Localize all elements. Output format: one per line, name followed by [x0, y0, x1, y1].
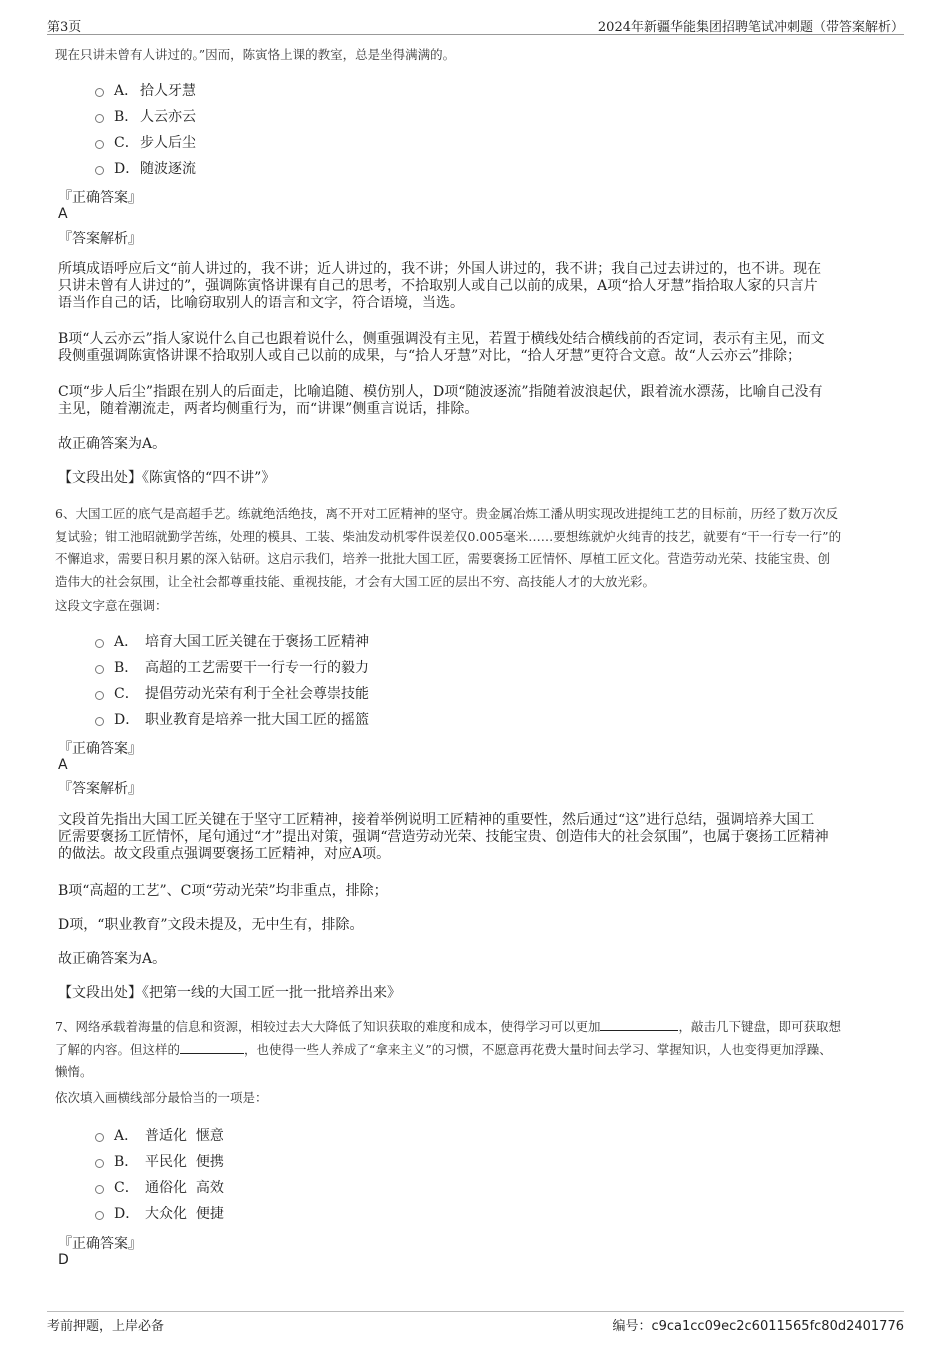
q7-answer: D	[58, 1252, 69, 1268]
q5-answer-label: 『正确答案』	[58, 190, 142, 206]
q6-answer: A	[58, 757, 68, 773]
q5-source: 【文段出处】《陈寅恪的“四不讲”》	[58, 470, 276, 486]
q6-analysis-p2: B项“高超的工艺”、C项“劳动光荣”均非重点，排除；	[58, 883, 388, 899]
q7-answer-label: 『正确答案』	[58, 1236, 142, 1252]
q6-analysis-p1: 文段首先指出大国工匠关键在于坚守工匠精神，接着举例说明工匠精神的重要性，然后通过“这”进行总结，强调培养大国工 匠需要褒扬工匠情怀，尾句通过“才”提出对策，强调“营造劳动光荣、技能宝贵、创造伟大的社会氛围”，也属于褒扬工匠精神 的做法。故文段重点强调要褒扬工匠精神，对应A项。	[58, 812, 829, 862]
q6-source: 【文段出处】《把第一线的大国工匠一批一批培养出来》	[58, 985, 401, 1001]
q6-answer-label: 『正确答案』	[58, 741, 142, 757]
q6-analysis-label: 『答案解析』	[58, 781, 142, 797]
q5-stem-tail: 现在只讲未曾有人讲过的。”因而，陈寅恪上课的教室，总是坐得满满的。	[55, 47, 456, 62]
page-number: 第3页	[47, 20, 82, 35]
radio-icon[interactable]	[95, 717, 104, 726]
radio-icon[interactable]	[95, 166, 104, 175]
q6-analysis-p3: D项，“职业教育”文段未提及，无中生有，排除。	[58, 917, 364, 933]
radio-icon[interactable]	[95, 691, 104, 700]
document-title: 2024年新疆华能集团招聘笔试冲刺题（带答案解析）	[597, 20, 904, 35]
radio-icon[interactable]	[95, 140, 104, 149]
q7-prompt: 依次填入画横线部分最恰当的一项是：	[55, 1090, 268, 1105]
q7-blank-1	[600, 1018, 678, 1031]
q6-analysis-conclusion: 故正确答案为A。	[58, 951, 167, 967]
radio-icon[interactable]	[95, 1159, 104, 1168]
q5-analysis-p1: 所填成语呼应后文“前人讲过的，我不讲；近人讲过的，我不讲；外国人讲过的，我不讲；我自己过去讲过的，也不讲。现在 只讲未曾有人讲过的”，强调陈寅恪讲课有自己的思考，不拾取别人或自己以前的成果，A项“拾人牙慧”指拾取人家的只言片 语当作自己的话，比喻窃取别人的语言和文字，符合语境，当选。	[58, 261, 822, 311]
radio-icon[interactable]	[95, 639, 104, 648]
q5-analysis-label: 『答案解析』	[58, 231, 142, 247]
document-code: 编号：c9ca1cc09ec2c6011565fc80d2401776	[612, 1319, 904, 1334]
radio-icon[interactable]	[95, 1211, 104, 1220]
q7-blank-2	[180, 1041, 244, 1054]
radio-icon[interactable]	[95, 665, 104, 674]
radio-icon[interactable]	[95, 88, 104, 97]
radio-icon[interactable]	[95, 1185, 104, 1194]
q7-stem: 7、网络承载着海量的信息和资源，相较过去大大降低了知识获取的难度和成本，使得学习可以更加 ，敲击几下键盘，即可获取想 了解的内容。但这样的 ，也使得一些人养成了“拿来主义”的习惯，不愿意再花费大量时间去学习、掌握知识，人也变得更加浮躁、 懒惰。	[55, 1019, 841, 1079]
q5-answer: A	[58, 206, 68, 222]
q6-prompt: 这段文字意在强调：	[55, 598, 168, 613]
footer-slogan: 考前押题，上岸必备	[47, 1319, 165, 1334]
q6-stem: 6、大国工匠的底气是高超手艺。练就绝活绝技，离不开对工匠精神的坚守。贵金属冶炼工潘从明实现改进提纯工艺的目标前，历经了数万次反 复试验；钳工池昭就勤学苦练，处理的模具、工装、柴油发动机零件误差仅0.005毫米……要想练就炉火纯青的技艺，就要有“干一行专一行”的 不懈追求，需要日积月累的深入钻研。这启示我们，培养一批批大国工匠，需要褒扬工匠情怀、厚植工匠文化。营造劳动光荣、技能宝贵、创 造伟大的社会氛围，让全社会都尊重技能、重视技能，才会有大国工匠的层出不穷、高技能人才的大放光彩。	[55, 506, 842, 589]
radio-icon[interactable]	[95, 1133, 104, 1142]
radio-icon[interactable]	[95, 114, 104, 123]
q5-analysis-conclusion: 故正确答案为A。	[58, 436, 167, 452]
page-header	[47, 14, 904, 35]
page-footer	[47, 1311, 904, 1336]
q5-analysis-p2: B项“人云亦云”指人家说什么自己也跟着说什么，侧重强调没有主见，若置于横线处结合横线前的否定词，表示有主见，而文 段侧重强调陈寅恪讲课不拾取别人或自己以前的成果，与“拾人牙慧”对比，“拾人牙慧”更符合文意。故“人云亦云”排除；	[58, 331, 825, 364]
q5-analysis-p3: C项“步人后尘”指跟在别人的后面走，比喻追随、模仿别人，D项“随波逐流”指随着波浪起伏，跟着流水漂荡，比喻自己没有 主见，随着潮流走，两者均侧重行为，而“讲课”侧重言说话，排除。	[58, 384, 823, 417]
